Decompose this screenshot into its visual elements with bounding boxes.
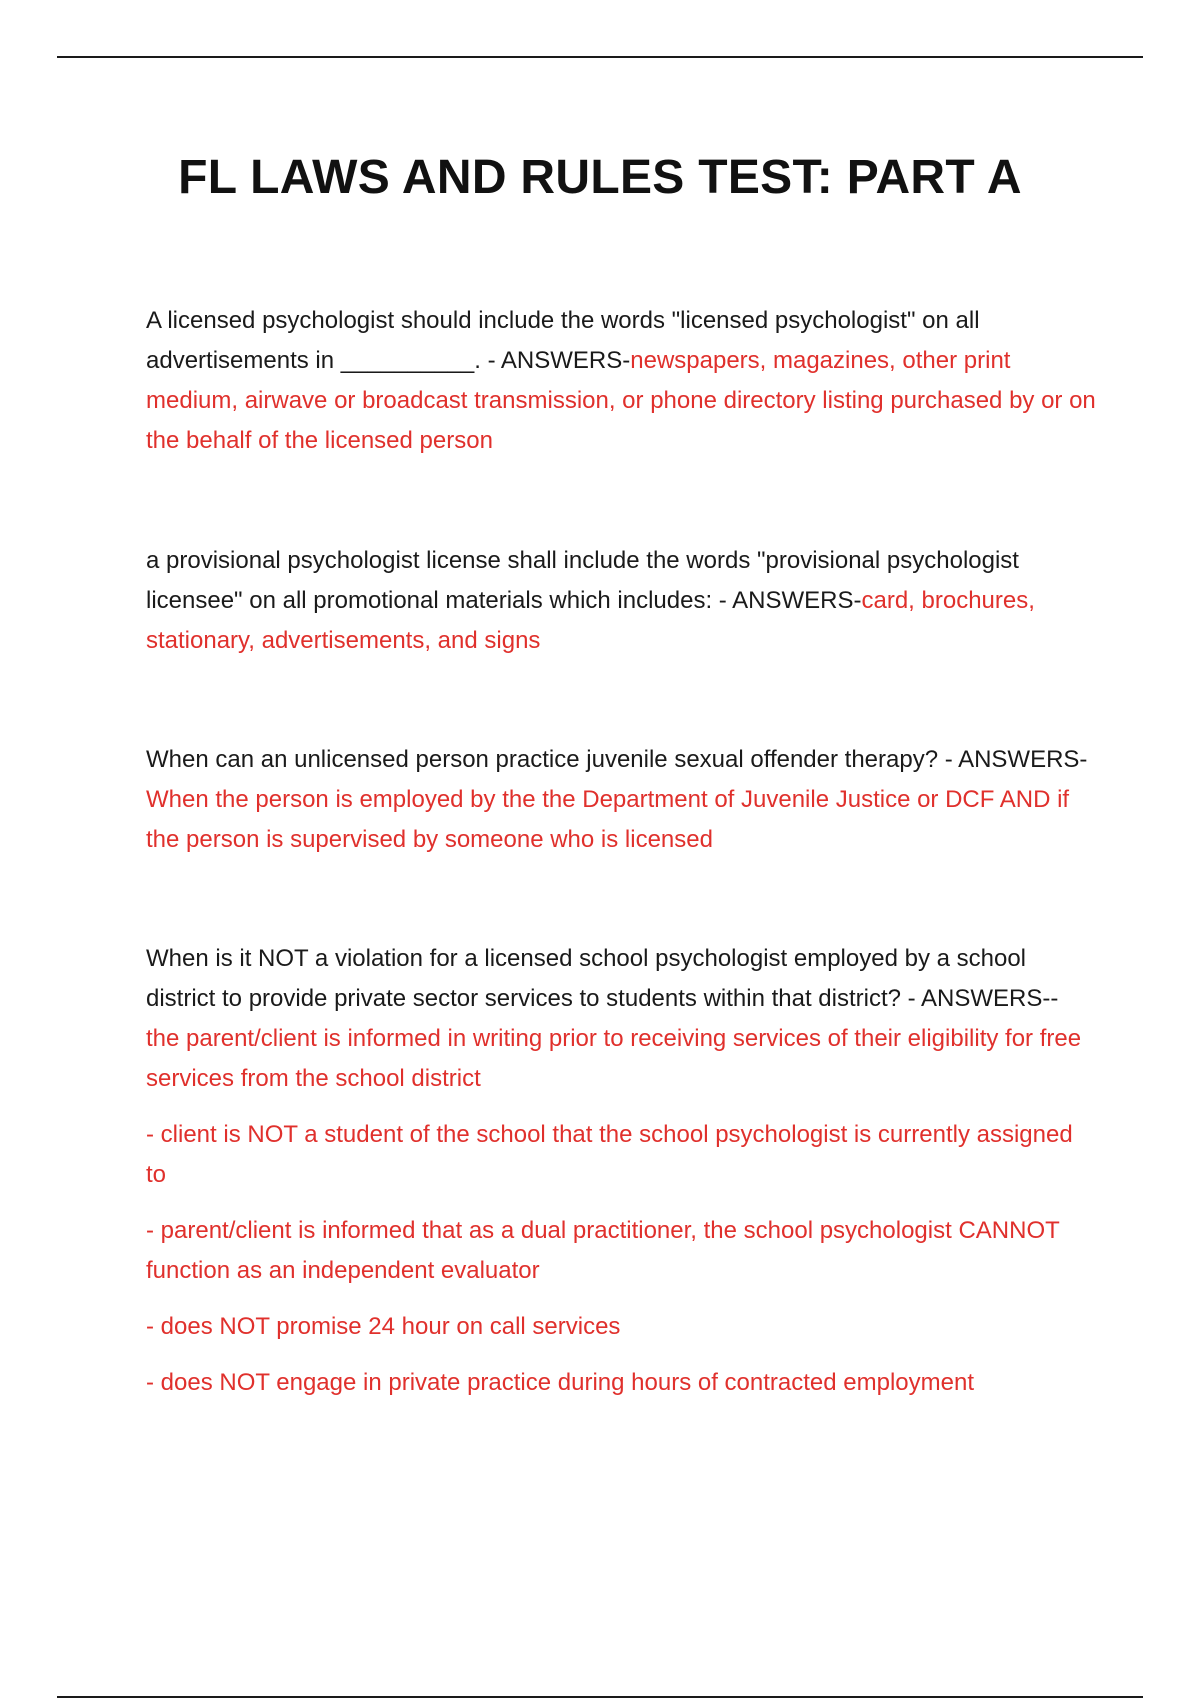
question-text: A licensed psychologist should include the words "licensed psychologist" on all advertisements in __________. - ANSWERS- xyxy=(146,307,980,374)
qa-item-1 xyxy=(146,301,1096,461)
answer-text: newspapers, magazines, other print medium, airwave or broadcast transmission, or phone directory listing purchased by or on the behalf of the licensed person xyxy=(146,347,1096,454)
answer-text: the parent/client is informed in writing prior to receiving services of their eligibility for free services from the school district xyxy=(146,1025,1082,1092)
qa-item-3 xyxy=(146,740,1096,860)
bottom-rule xyxy=(57,1696,1143,1698)
top-rule xyxy=(57,56,1143,58)
answer-bullet: - parent/client is informed that as a dual practitioner, the school psychologist CANNOT function as an independent evaluator xyxy=(146,1217,1060,1284)
question-text: When can an unlicensed person practice juvenile sexual offender therapy? - ANSWERS- xyxy=(146,746,1088,773)
qa-item-2 xyxy=(146,541,1096,661)
answer-bullet: - client is NOT a student of the school that the school psychologist is currently assigned to xyxy=(146,1121,1073,1188)
answer-text: card, brochures, stationary, advertisements, and signs xyxy=(146,587,1035,654)
answer-bullet: - does NOT engage in private practice during hours of contracted employment xyxy=(146,1369,974,1396)
page-title: FL LAWS AND RULES TEST: PART A xyxy=(178,151,1022,204)
qa-item-4 xyxy=(146,939,1096,1403)
question-text: When is it NOT a violation for a licensed school psychologist employed by a school district to provide private sector services to students within that district? - ANSWERS-- xyxy=(146,945,1059,1012)
answer-text: When the person is employed by the the Department of Juvenile Justice or DCF AND if the person is supervised by someone who is licensed xyxy=(146,786,1070,853)
answer-bullet: - does NOT promise 24 hour on call services xyxy=(146,1313,621,1340)
question-text: a provisional psychologist license shall include the words "provisional psychologist licensee" on all promotional materials which includes: - ANSWERS- xyxy=(146,547,1019,614)
